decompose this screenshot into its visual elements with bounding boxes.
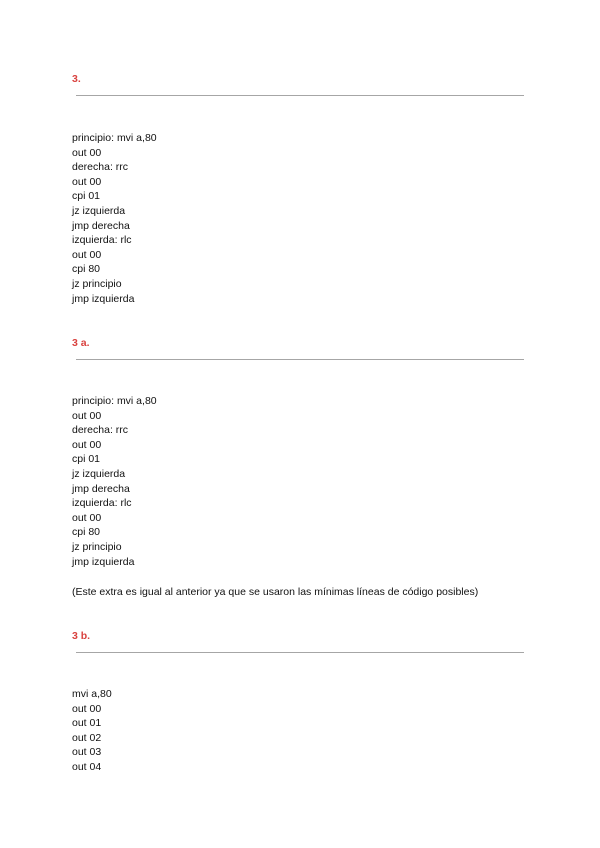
- code-line: out 00: [72, 146, 102, 159]
- section-divider: [76, 652, 524, 653]
- section-heading-3b: 3 b.: [72, 630, 91, 642]
- code-line: izquierda: rlc: [72, 497, 132, 510]
- code-line: mvi a,80: [72, 688, 112, 700]
- code-line: out 00: [72, 409, 102, 422]
- code-line: jz principio: [72, 277, 122, 290]
- code-line: jz principio: [72, 540, 122, 553]
- section-divider: [76, 359, 524, 360]
- code-line: out 00: [72, 248, 102, 261]
- section-heading-3a: 3 a.: [72, 337, 90, 349]
- code-block-3a: [72, 394, 157, 569]
- code-line: izquierda: rlc: [72, 234, 132, 247]
- code-line: principio: mvi a,80: [72, 395, 157, 407]
- code-line: cpi 01: [72, 453, 101, 466]
- section-heading-3: 3.: [72, 73, 81, 85]
- section-divider: [76, 95, 524, 96]
- code-block-3b: [72, 687, 112, 775]
- code-line: out 00: [72, 175, 102, 188]
- code-line: jmp izquierda: [72, 555, 135, 568]
- code-line: principio: mvi a,80: [72, 132, 157, 144]
- code-block-3: [72, 131, 157, 306]
- code-line: jz izquierda: [72, 204, 126, 217]
- code-line: out 01: [72, 717, 102, 730]
- code-line: jmp derecha: [72, 219, 130, 232]
- section-note: (Este extra es igual al anterior ya que se usaron las mínimas líneas de código posibles): [72, 586, 479, 598]
- code-line: cpi 80: [72, 526, 101, 539]
- code-line: cpi 80: [72, 263, 101, 276]
- code-line: out 02: [72, 731, 102, 744]
- code-line: derecha: rrc: [72, 424, 129, 437]
- code-line: out 00: [72, 702, 102, 715]
- code-line: cpi 01: [72, 190, 101, 203]
- code-line: jz izquierda: [72, 467, 126, 480]
- code-line: out 03: [72, 746, 102, 759]
- code-line: out 00: [72, 511, 102, 524]
- code-line: derecha: rrc: [72, 161, 129, 174]
- code-line: jmp izquierda: [72, 292, 135, 305]
- code-line: out 04: [72, 760, 102, 773]
- code-line: out 00: [72, 438, 102, 451]
- code-line: jmp derecha: [72, 482, 130, 495]
